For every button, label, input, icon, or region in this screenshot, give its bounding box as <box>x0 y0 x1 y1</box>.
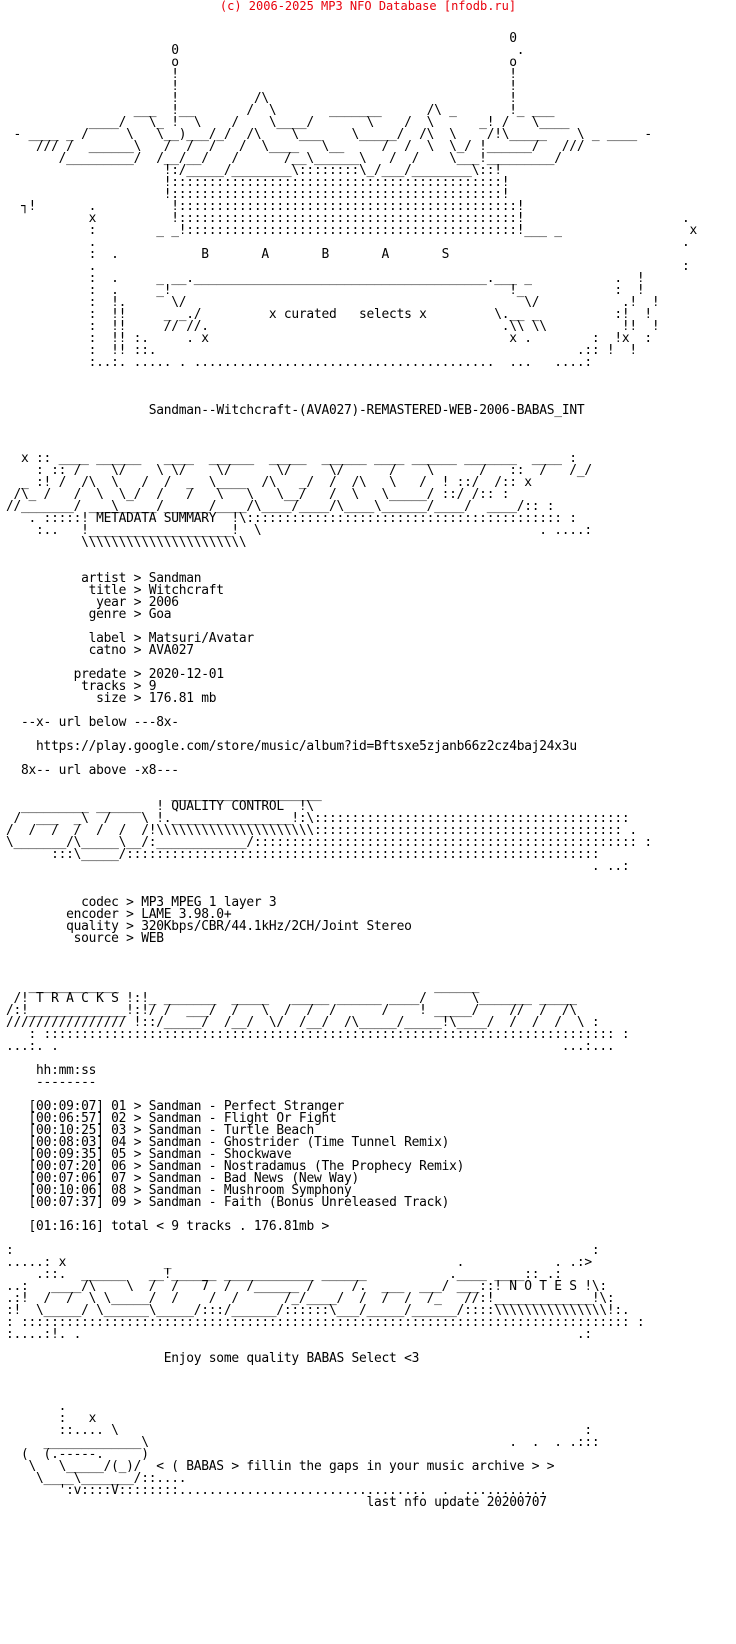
track-row: [00:07:37] 09 > Sandman - Faith (Bonus Unreleased Track) <box>28 1195 450 1210</box>
release-name: Sandman--Witchcraft-(AVA027)-REMASTERED-WEB-2006-BABAS_INT <box>148 403 585 418</box>
track-row: [00:06:57] 02 > Sandman - Flight Or Fight <box>28 1111 337 1126</box>
notes-header-art: : : .....: x _ . . .:> .::. ______ __!______ ____________ ______ .____ ____:: .: ..: ____/\ \ / / 7 / /______ / /. ___ ___/ ___::! N O T E S !\: .:! / / \ \_____/ / / / /_/____/ / / / /_ //:!_____________!\: :! \_____/ \______\_____/:::/______/::::::\___/_____/______/::::\\\\\\\\\\\\\\\!:. : ::::::::::::::::::::::::::::::::::::::::::::::::::::::::::::::::::::::::::::::::: : :....:!. . .: <box>6 1243 645 1342</box>
qc-codec: codec > MP3 MPEG 1 layer 3 <box>81 895 277 910</box>
track-row: [00:07:20] 06 > Sandman - Nostradamus (The Prophecy Remix) <box>28 1159 465 1174</box>
qc-source: source > WEB <box>73 931 164 946</box>
track-row: [00:10:06] 08 > Sandman - Mushroom Symphony <box>28 1183 352 1198</box>
meta-tracks: tracks > 9 <box>81 679 157 694</box>
site-copyright-header: (c) 2006-2025 MP3 NFO Database [nfodb.ru] <box>219 0 517 13</box>
track-row: [00:09:35] 05 > Sandman - Shockwave <box>28 1147 292 1162</box>
notes-text: Enjoy some quality BABAS Select <3 <box>163 1351 420 1366</box>
babas-footer-art: . : x ::.... \ : _____________\ . . . .::: ( (.-----. ) \ \_____/(_)/ < ( BABAS > fillin the gaps in your music archive > > \____\_______/::.... ':v::::V::::::::................................. . ........... <box>21 1399 600 1498</box>
meta-catno: catno > AVA027 <box>88 643 194 658</box>
tracklist-total: [01:16:16] total < 9 tracks . 176.81mb > <box>28 1219 329 1234</box>
track-row: [00:10:25] 03 > Sandman - Turtle Beach <box>28 1123 314 1138</box>
meta-genre: genre > Goa <box>88 607 172 622</box>
track-row: [00:07:06] 07 > Sandman - Bad News (New Way) <box>28 1171 360 1186</box>
qc-quality: quality > 320Kbps/CBR/44.1kHz/2CH/Joint Stereo <box>66 919 412 934</box>
metadata-summary-header-art: x :: ____ ______ ____ ______ _____ ______ ____ ______ _______ ____ : : :: / \/ \ \/ \/ \/ \/ / \ / :: / /_/ _ :! / /\ \ / / _ \____ /\ _/ / /\ \ / ! ::/ /:: x /\_ / / \ \_/ / / \ \ \__/ / \ \_____/ ::/ /:: : //_______/ ___\_____/______/____/\____/____/\____\______/____/ ____/:: : . :::::! METADATA SUMMARY !\:::::::::::::::::::::::::::::::::::::::::: : :.. !___________________! \ . ....: \\\\\\\\\\\\\\\\\\\\\\ <box>6 451 592 550</box>
quality-control-header-art: ____________________ _________ ______ ! QUALITY CONTROL !\ / ___ _\ / \ !.________________!:\:::::::::::::::::::::::::::::::::::::::::: / / / / / / /!\\\\\\\\\\\\\\\\\\\\\::::::::::::::::::::::::::::::::::::::::: . \_______/\_____\__/:____________/::::::::::::::::::::::::::::::::::::::::::::::::::: : :::\_____/::::::::::::::::::::::::::::::::::::::::::::::::::::::::::::::: . ..: <box>6 787 652 874</box>
meta-predate: predate > 2020-12-01 <box>73 667 224 682</box>
meta-title: title > Witchcraft <box>88 583 224 598</box>
babas-ascii-logo: 0 0 . o o ! ! ! ! ! /\ ! ___ !__ / \ _______ /\ _ !_ ___ ____/ \_ ! \ / \____/ \ / \ _! / \____ - ____ _ / \ \__)___/_/ /\ \___ \_____/ /\ \ /!\_____ \ _ ____ - /// / ______\ / / / / \____ \__ / / \ \_/ !______/ /// /_________/ /__/__/ / /__\______\ / / \___!_________/ !:/_____/________\::::::::\_/___/________\::! !::::::::::::::::::::::::::::::::::::::::::::! !::::::::::::::::::::::::::::::::::::::::::::! ┐! . !:::::::::::::::::::::::::::::::::::::::::::::! x !:::::::::::::::::::::::::::::::::::::::::::::! . : _ _!::::::::::::::::::::::::::::::::::::::::::::!___ _ x . . : . B A B A S . : : . _ __._______________________________________.___ _ . ! : . _! !_ : ! : !. \/ \/ .! ! : !! _ _./ x curated selects x \.__ _ :! ! : !! // //. .\\ \\ !! ! : !! :. . x x . : !x : : !! ::. .:: ! ! :..:. ..... . ........................................ ... ....: <box>13 31 697 370</box>
last-nfo-update: last nfo update 20200707 <box>366 1495 547 1510</box>
store-url: https://play.google.com/store/music/album?id=Bftsxe5zjanb66z2cz4baj24x3u <box>36 739 577 754</box>
track-row: [00:09:07] 01 > Sandman - Perfect Stranger <box>28 1099 345 1114</box>
track-row: [00:08:03] 04 > Sandman - Ghostrider (Time Tunnel Remix) <box>28 1135 450 1150</box>
meta-size: size > 176.81 mb <box>96 691 217 706</box>
meta-label: label > Matsuri/Avatar <box>88 631 254 646</box>
time-column-rule: -------- <box>36 1075 97 1090</box>
meta-artist: artist > Sandman <box>81 571 202 586</box>
tracks-header-art: ____________ ______ /! T R A C K S !:!_ _______ _____ _____ ______ ____/ \_______ _____ /:!_____________!:!/ / ___/ / \ / / / / ! _____/ // / /\ //////////////// !::/_____/ /__/ \/ /__/ /\_____/_____!\____/ / / / \ : : :::::::::::::::::::::::::::::::::::::::::::::::::::::::::::::::::::::::::::: : ...:. . ...:... <box>6 979 630 1054</box>
qc-encoder: encoder > LAME 3.98.0+ <box>66 907 232 922</box>
time-column-header: hh:mm:ss <box>36 1063 97 1078</box>
meta-year: year > 2006 <box>96 595 179 610</box>
url-below-marker: --x- url below ---8x- <box>6 715 179 730</box>
url-above-marker: 8x-- url above -x8--- <box>6 763 179 778</box>
nfo-document <box>6 9 697 1509</box>
